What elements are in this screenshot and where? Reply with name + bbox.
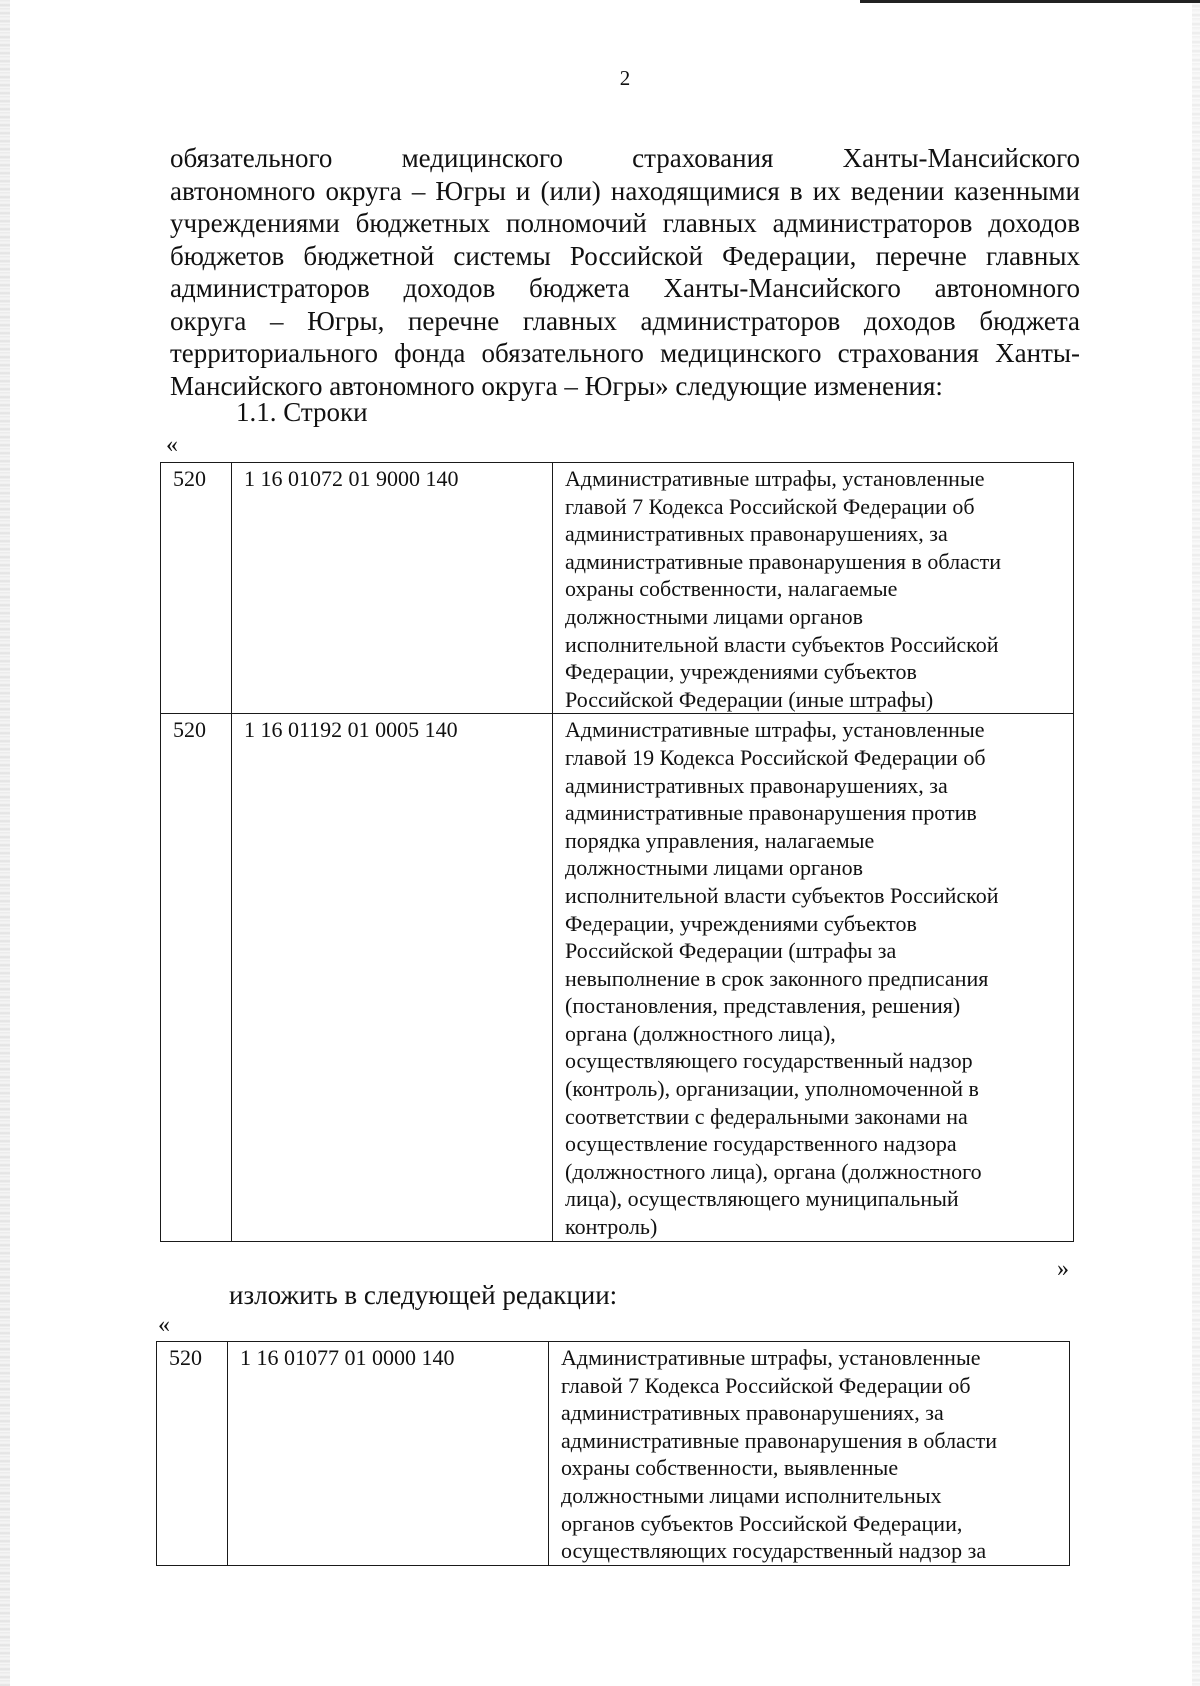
description-line: Административные штрафы, установленные	[565, 466, 985, 491]
intro-line: бюджетов бюджетной системы Российской Федерации, перечне главных	[170, 240, 1080, 271]
intro-line: округа – Югры, перечне главных администраторов доходов бюджета	[170, 305, 1080, 336]
budget-code-cell: 1 16 01192 01 0005 140	[232, 714, 553, 1241]
intro-line: учреждениями бюджетных полномочий главных администраторов доходов	[170, 208, 1080, 238]
description-line: административных правонарушениях, за	[565, 772, 948, 798]
description-line: Федерации, учреждениями субъектов	[565, 659, 917, 685]
description-line: порядка управления, налагаемые	[565, 827, 875, 853]
description-line: соответствии с федеральными законами на	[565, 1103, 968, 1129]
admin-code-cell: 520	[161, 714, 232, 1241]
scan-top-line	[860, 0, 1200, 3]
description-line: главой 7 Кодекса Российской Федерации об	[561, 1372, 971, 1398]
description-line: контроль)	[565, 1214, 658, 1240]
description-line: должностными лицами органов	[565, 855, 863, 881]
description-line: должностными лицами исполнительных	[561, 1482, 942, 1508]
opening-quote: «	[158, 1312, 170, 1338]
intro-line: обязательного медицинского страхования Ханты-Мансийского	[170, 143, 1080, 173]
description-line: осуществляющего государственный надзор	[565, 1048, 973, 1074]
intro-paragraph	[170, 142, 1080, 402]
subitem-label: 1.1. Строки	[236, 397, 368, 427]
table-row	[161, 463, 1074, 714]
new-rows-table	[156, 1341, 1070, 1566]
closing-quote: »	[1057, 1256, 1069, 1282]
description-line: административные правонарушения против	[565, 800, 977, 826]
old-rows-table	[160, 462, 1074, 1242]
description-line: осуществление государственного надзора	[565, 1131, 957, 1157]
intro-line: автономного округа – Югры и (или) находящимися в их ведении казенными	[170, 175, 1080, 206]
table-row	[161, 714, 1074, 1241]
description-line: административных правонарушениях, за	[561, 1400, 944, 1426]
description-line: исполнительной власти субъектов Российской	[565, 631, 999, 657]
description-line: органов субъектов Российской Федерации,	[561, 1510, 963, 1536]
description-line: (контроль), организации, уполномоченной в	[565, 1076, 979, 1102]
description-line: невыполнение в срок законного предписания	[565, 965, 989, 991]
description-line: (постановления, представления, решения)	[565, 993, 961, 1019]
description-line: Административные штрафы, установленные	[561, 1345, 981, 1370]
description-line: должностными лицами органов	[565, 603, 863, 629]
scan-edge-right	[1192, 0, 1200, 1686]
opening-quote: «	[166, 432, 178, 458]
budget-code-cell: 1 16 01072 01 9000 140	[232, 463, 553, 714]
admin-code-cell: 520	[161, 463, 232, 714]
description-line: главой 19 Кодекса Российской Федерации об	[565, 744, 986, 770]
description-line: административные правонарушения в области	[561, 1427, 997, 1453]
description-line: органа (должностного лица),	[565, 1020, 836, 1046]
description-cell	[549, 1342, 1070, 1566]
intro-line: Мансийского автономного округа – Югры» следующие изменения:	[170, 370, 943, 401]
new-rows-body	[157, 1342, 1070, 1566]
description-line: главой 7 Кодекса Российской Федерации об	[565, 493, 975, 519]
description-line: административные правонарушения в области	[565, 548, 1001, 574]
description-line: административных правонарушениях, за	[565, 521, 948, 547]
description-cell	[553, 714, 1074, 1241]
budget-code-cell: 1 16 01077 01 0000 140	[228, 1342, 549, 1566]
old-rows-body	[161, 463, 1074, 1242]
intro-line: территориального фонда обязательного медицинского страхования Ханты-	[170, 338, 1080, 368]
intro-line: администраторов доходов бюджета Ханты-Мансийского автономного	[170, 273, 1080, 303]
description-cell	[553, 463, 1074, 714]
description-line: исполнительной власти субъектов Российской	[565, 882, 999, 908]
description-line: Федерации, учреждениями субъектов	[565, 910, 917, 936]
page-number: 2	[619, 66, 631, 90]
description-line: лица), осуществляющего муниципальный	[565, 1186, 959, 1212]
admin-code-cell: 520	[157, 1342, 228, 1566]
description-line: Российской Федерации (иные штрафы)	[565, 686, 934, 712]
replace-phrase: изложить в следующей редакции:	[229, 1280, 618, 1310]
table-row	[157, 1342, 1070, 1566]
description-line: охраны собственности, налагаемые	[565, 576, 898, 602]
scan-edge-left	[0, 0, 10, 1686]
description-line: Административные штрафы, установленные	[565, 717, 985, 743]
description-line: осуществляющих государственный надзор за	[561, 1538, 987, 1564]
description-line: Российской Федерации (штрафы за	[565, 938, 897, 964]
description-line: (должностного лица), органа (должностного	[565, 1158, 982, 1184]
description-line: охраны собственности, выявленные	[561, 1455, 899, 1481]
